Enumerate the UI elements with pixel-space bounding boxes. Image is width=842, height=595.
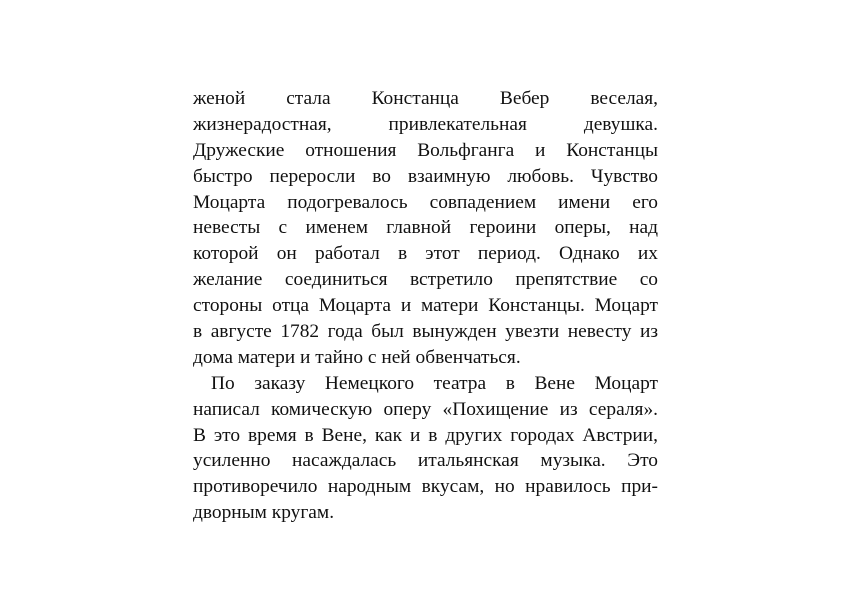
text-line: написал комическую оперу «Похищение из сераля». (193, 398, 658, 420)
text-line: дома матери и тайно с ней обвенчаться. (193, 346, 521, 368)
text-line: желание соединиться встретило препятствие со (193, 269, 658, 291)
paragraph-2 (193, 371, 658, 526)
text-line: Дружеские отношения Вольфганга и Констанцы (193, 139, 658, 161)
text-line: В это время в Вене, как и в других городах Австрии, (193, 424, 658, 446)
text-line: женой стала Констанца Вебер веселая, (193, 88, 658, 109)
text-line: которой он работал в этот период. Однако их (193, 243, 658, 265)
text-line: Моцарта подогревалось совпадением имени его (193, 191, 658, 213)
text-line: быстро переросли во взаимную любовь. Чувство (193, 165, 658, 187)
text-line: противоречило народным вкусам, но нравилось при- (193, 476, 658, 498)
body-text (193, 86, 658, 526)
paragraph-1 (193, 86, 658, 371)
text-line: По заказу Немецкого театра в Вене Моцарт (211, 372, 658, 394)
text-line: усиленно насаждалась итальянская музыка. Это (193, 450, 658, 472)
text-line: жизнерадостная, привлекательная девушка. (193, 113, 658, 135)
text-line: в августе 1782 года был вынужден увезти невесту из (193, 321, 658, 343)
text-line: невесты с именем главной героини оперы, над (193, 217, 658, 239)
text-line: дворным кругам. (193, 502, 335, 524)
text-line: стороны отца Моцарта и матери Констанцы. Моцарт (193, 295, 658, 317)
